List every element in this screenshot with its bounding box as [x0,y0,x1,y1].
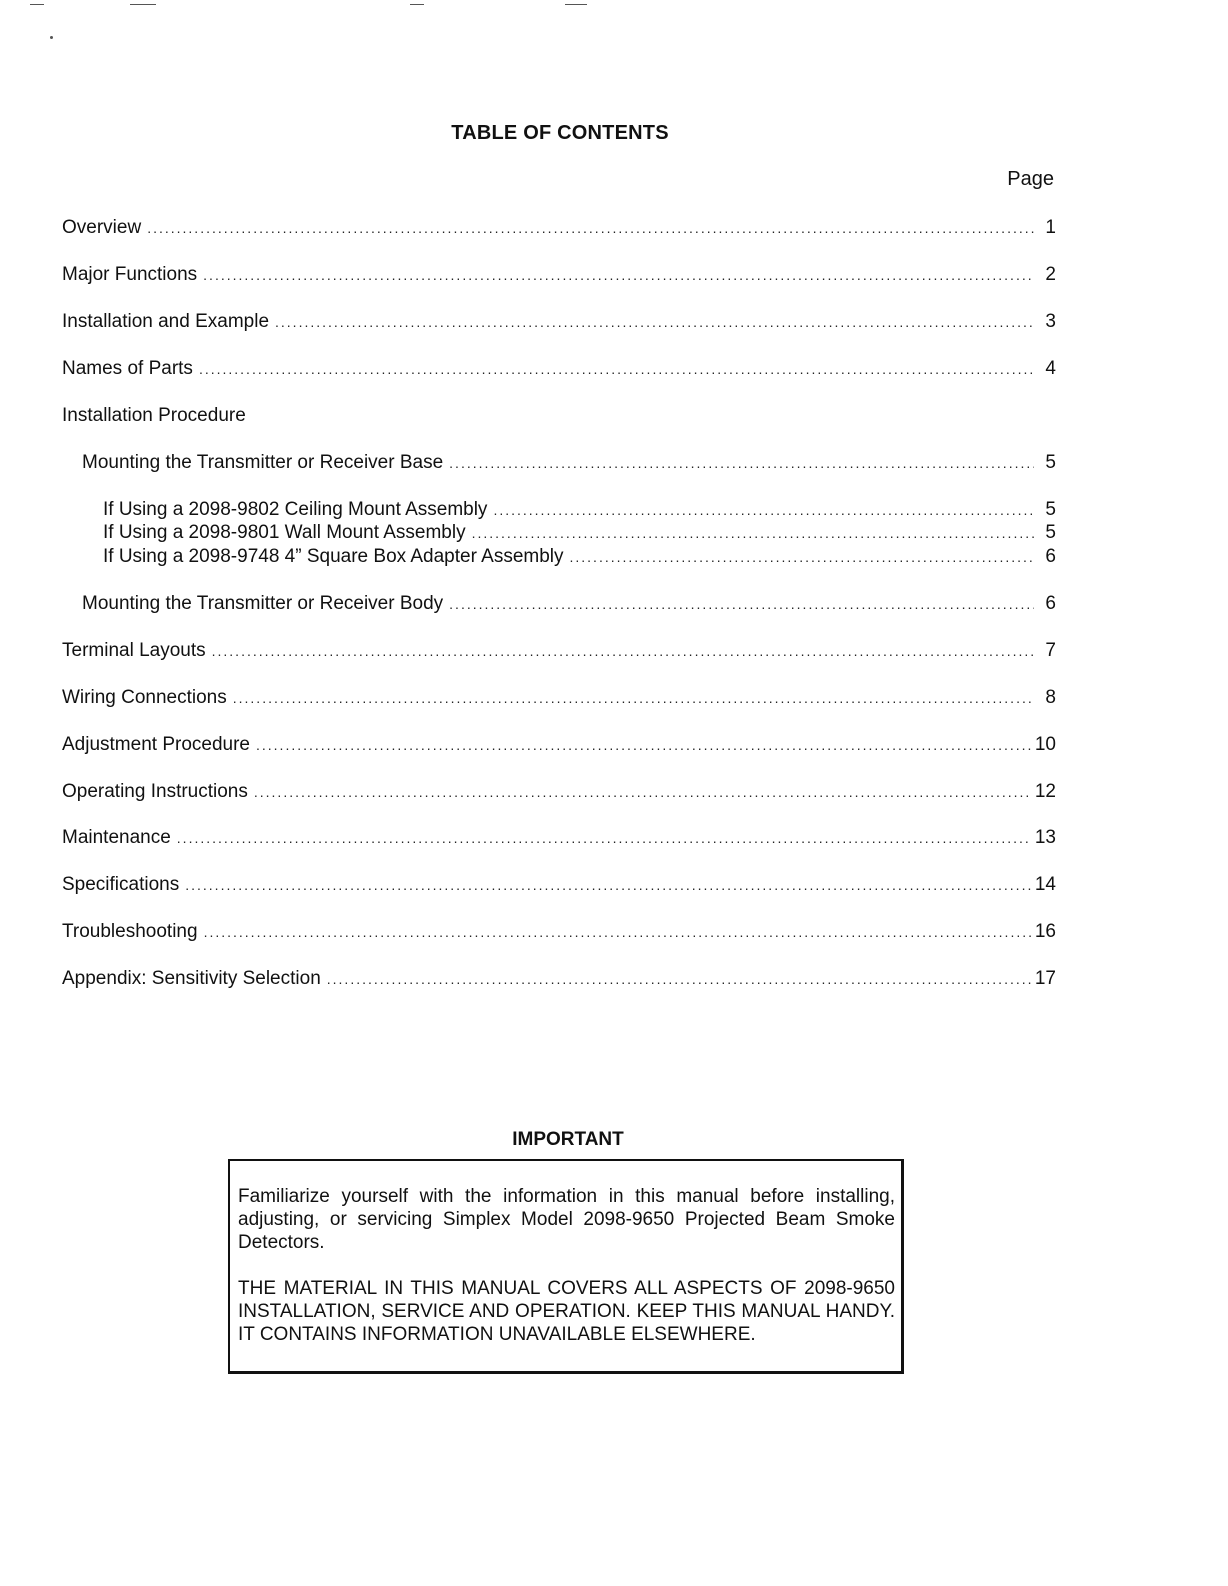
toc-entry-page: 13 [1034,827,1056,848]
page-column-label: Page [1007,168,1054,190]
toc-entry-page: 3 [1045,311,1056,332]
toc-entry-page: 4 [1045,358,1056,379]
important-paragraph: THE MATERIAL IN THIS MANUAL COVERS ALL ASPECTS OF 2098-9650 INSTALLATION, SERVICE AND OPERATION. KEEP THIS MANUAL HANDY. IT CONTAINS INFORMATION UNAVAILABLE ELSEWHERE. [238,1278,895,1345]
toc-entry[interactable] [62,358,1056,380]
leader-dots [449,593,1034,615]
toc-entry-page: 1 [1045,217,1056,238]
toc-entry-page: 8 [1045,687,1056,708]
leader-dots [254,781,1031,803]
toc-entry-label: Troubleshooting [62,921,198,942]
toc-entry[interactable] [103,499,1056,521]
toc-entry-page: 10 [1034,734,1056,755]
leader-dots [203,264,1034,286]
leader-dots [177,827,1031,849]
leader-dots [185,874,1031,896]
leader-dots [472,522,1034,544]
leader-dots [147,217,1034,239]
toc-entry-label: Specifications [62,874,180,895]
toc-entry-page: 7 [1045,640,1056,661]
important-heading: IMPORTANT [512,1129,624,1150]
toc-entry-page: 14 [1034,874,1056,895]
leader-dots [212,640,1034,662]
toc-entry-label: Major Functions [62,264,198,285]
toc-entry-page: 17 [1034,968,1056,989]
toc-title: TABLE OF CONTENTS [451,122,669,144]
toc-entry[interactable] [62,264,1056,286]
toc-section-heading [62,405,1056,427]
toc-entry-label: Adjustment Procedure [62,734,250,755]
toc-entry-page: 2 [1045,264,1056,285]
important-paragraph: Familiarize yourself with the information in this manual before installing, adjusting, or servicing Simplex Model 2098-9650 Projected Beam Smoke Detectors. [238,1186,895,1253]
toc-entry-page: 6 [1045,593,1056,614]
toc-entry[interactable] [62,217,1056,239]
leader-dots [199,358,1034,380]
toc-entry[interactable] [62,968,1056,990]
toc-entry[interactable] [82,593,1056,615]
toc-entry-page: 5 [1045,522,1056,543]
leader-dots [493,499,1034,521]
toc-entry-label: If Using a 2098-9801 Wall Mount Assembly [103,522,466,543]
toc-entry-label: Mounting the Transmitter or Receiver Body [82,593,444,614]
toc-entry[interactable] [103,546,1056,568]
toc-entry[interactable] [62,734,1056,756]
toc-entry-label: Mounting the Transmitter or Receiver Base [82,452,444,473]
toc-entry-label: Appendix: Sensitivity Selection [62,968,321,989]
toc-entry[interactable] [62,827,1056,849]
toc-entry[interactable] [103,522,1056,544]
toc-entry-label: Maintenance [62,827,171,848]
leader-dots [449,452,1034,474]
toc-entry-label: If Using a 2098-9802 Ceiling Mount Assembly [103,499,488,520]
toc-entry-page: 5 [1045,452,1056,473]
leader-dots [233,687,1034,709]
toc-entry[interactable] [82,452,1056,474]
toc-entry[interactable] [62,311,1056,333]
toc-entry-label: If Using a 2098-9748 4” Square Box Adapter Assembly [103,546,564,567]
leader-dots [204,921,1031,943]
leader-dots [275,311,1034,333]
toc-entry-label: Installation Procedure [62,405,246,426]
toc-entry-label: Installation and Example [62,311,270,332]
toc-entry[interactable] [62,687,1056,709]
leader-dots [327,968,1031,990]
toc-entry[interactable] [62,640,1056,662]
toc-entry-page: 16 [1034,921,1056,942]
toc-entry-label: Overview [62,217,142,238]
important-notice-box [228,1159,904,1374]
toc-entry-page: 12 [1034,781,1056,802]
toc-entry-label: Terminal Layouts [62,640,206,661]
toc-entry-page: 5 [1045,499,1056,520]
toc-entry[interactable] [62,874,1056,896]
toc-entry-label: Names of Parts [62,358,193,379]
toc-entry-label: Wiring Connections [62,687,227,708]
leader-dots [570,546,1035,568]
leader-dots [256,734,1031,756]
toc-entry-page: 6 [1045,546,1056,567]
toc-entry[interactable] [62,781,1056,803]
toc-entry-label: Operating Instructions [62,781,248,802]
toc-entry[interactable] [62,921,1056,943]
